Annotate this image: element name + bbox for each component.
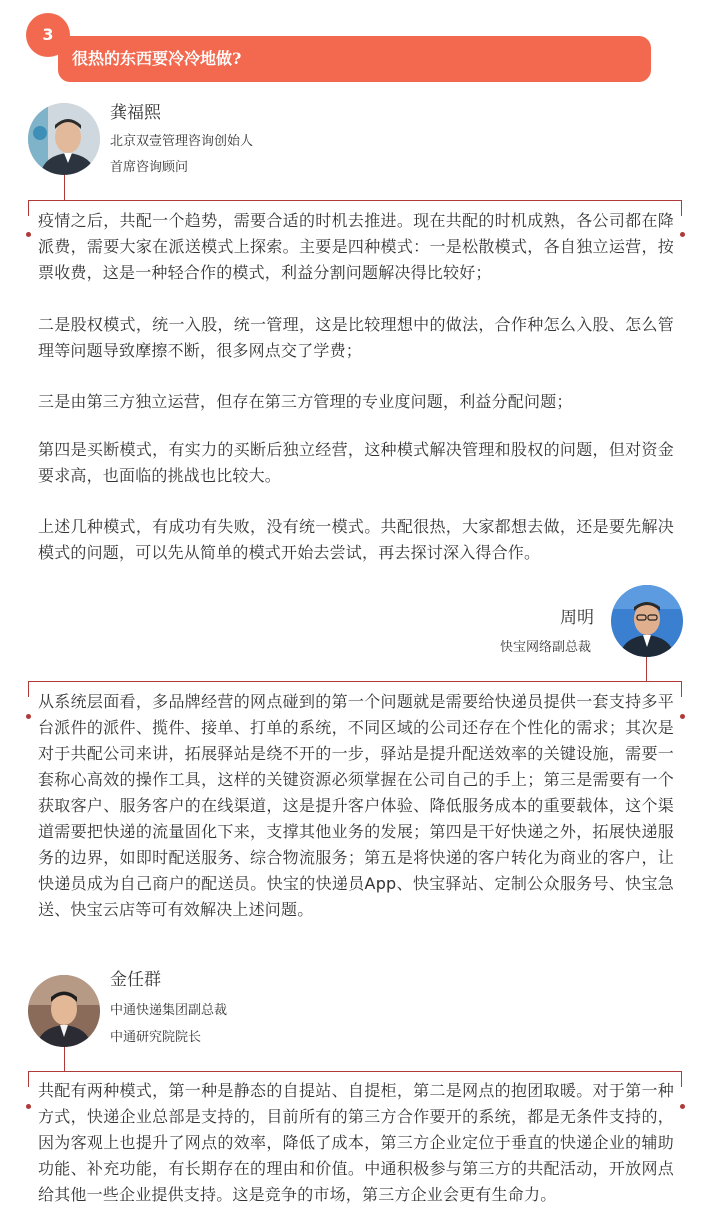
speaker-1-title-1: 北京双壹管理咨询创始人: [110, 134, 254, 149]
bracket-dot: [26, 1104, 31, 1109]
speaker-2-paragraph-1: 从系统层面看，多品牌经营的网点碰到的第一个问题就是需要给快递员提供一套支持多平台派件的派件、揽件、接单、打单的系统，不同区域的公司还存在个性化的需求；其次是对于共配公司来讲，拓展驿站是绕不开的一步，驿站是提升配送效率的关键设施，需要一套称心高效的操作工具，这样的关键资源必须掌握在公司自己的手上；第三是需要有一个获取客户、服务客户的在线渠道，这是提升客户体验、降低服务成本的重要载体，这个渠道需要把快递的流量固化下来，支撑其他业务的发展；第四是干好快递之外，拓展快递服务的边界，如即时配送服务、综合物流服务；第五是将快递的客户转化为商业的客户，让快递员成为自己商户的配送员。快宝的快递员App、快宝驿站、定制公众服务号、快宝急送、快宝云店等可有效解决上述问题。: [38, 692, 674, 919]
speaker-2-title-1: 快宝网络副总裁: [500, 640, 592, 655]
speaker-2-name: 周明: [560, 608, 594, 628]
avatar-speaker-3: [28, 975, 100, 1047]
connector-line: [646, 657, 647, 682]
speaker-1-paragraph-1: 疫情之后，共配一个趋势，需要合适的时机去推进。现在共配的时机成熟，各公司都在降派费，需要大家在派送模式上探索。主要是四种模式：一是松散模式，各自独立运营，按票收费，这是一种轻合作的模式，利益分割问题解决得比较好；: [38, 211, 674, 282]
bracket-dot: [680, 1104, 685, 1109]
speaker-1-paragraph-4: 第四是买断模式，有实力的买断后独立经营，这种模式解决管理和股权的问题，但对资金要求高，也面临的挑战也比较大。: [38, 440, 674, 485]
speaker-1-paragraph-3: 三是由第三方独立运营，但存在第三方管理的专业度问题，利益分配问题；: [38, 392, 573, 411]
speaker-1-paragraph-2: 二是股权模式，统一入股，统一管理，这是比较理想中的做法，合作种怎么入股、怎么管理等问题导致摩擦不断，很多网点交了学费；: [38, 315, 674, 360]
speaker-3-name: 金任群: [110, 970, 161, 990]
bracket-dot: [680, 232, 685, 237]
bracket-dot: [680, 714, 685, 719]
speaker-1-title-2: 首席咨询顾问: [110, 160, 189, 175]
connector-line: [64, 175, 65, 201]
section-title-bar: [58, 36, 651, 82]
section-number-badge: 3: [26, 13, 70, 57]
bracket-dot: [26, 232, 31, 237]
speaker-3-title-1: 中通快递集团副总裁: [110, 1003, 228, 1018]
speaker-1-name: 龚福熙: [110, 103, 161, 123]
avatar-speaker-1: [28, 103, 100, 175]
avatar-speaker-2: [611, 585, 683, 657]
bracket-dot: [26, 714, 31, 719]
speaker-3-paragraph-1: 共配有两种模式，第一种是静态的自提站、自提柜，第二是网点的抱团取暖。对于第一种方式，快递企业总部是支持的，目前所有的第三方合作要开的系统，都是无条件支持的，因为客观上也提升了网点的效率，降低了成本，第三方企业定位于垂直的快递企业的辅助功能、补充功能，有长期存在的理由和价值。中通积极参与第三方的共配活动，开放网点给其他一些企业提供支持。这是竞争的市场，第三方企业会更有生命力。: [38, 1081, 674, 1204]
section-title: 很热的东西要冷冷地做?: [72, 49, 242, 68]
connector-line: [64, 1047, 65, 1072]
speaker-3-title-2: 中通研究院院长: [110, 1030, 202, 1045]
speaker-1-paragraph-5: 上述几种模式，有成功有失败，没有统一模式。共配很热，大家都想去做，还是要先解决模式的问题，可以先从简单的模式开始去尝试，再去探讨深入得合作。: [38, 517, 674, 562]
